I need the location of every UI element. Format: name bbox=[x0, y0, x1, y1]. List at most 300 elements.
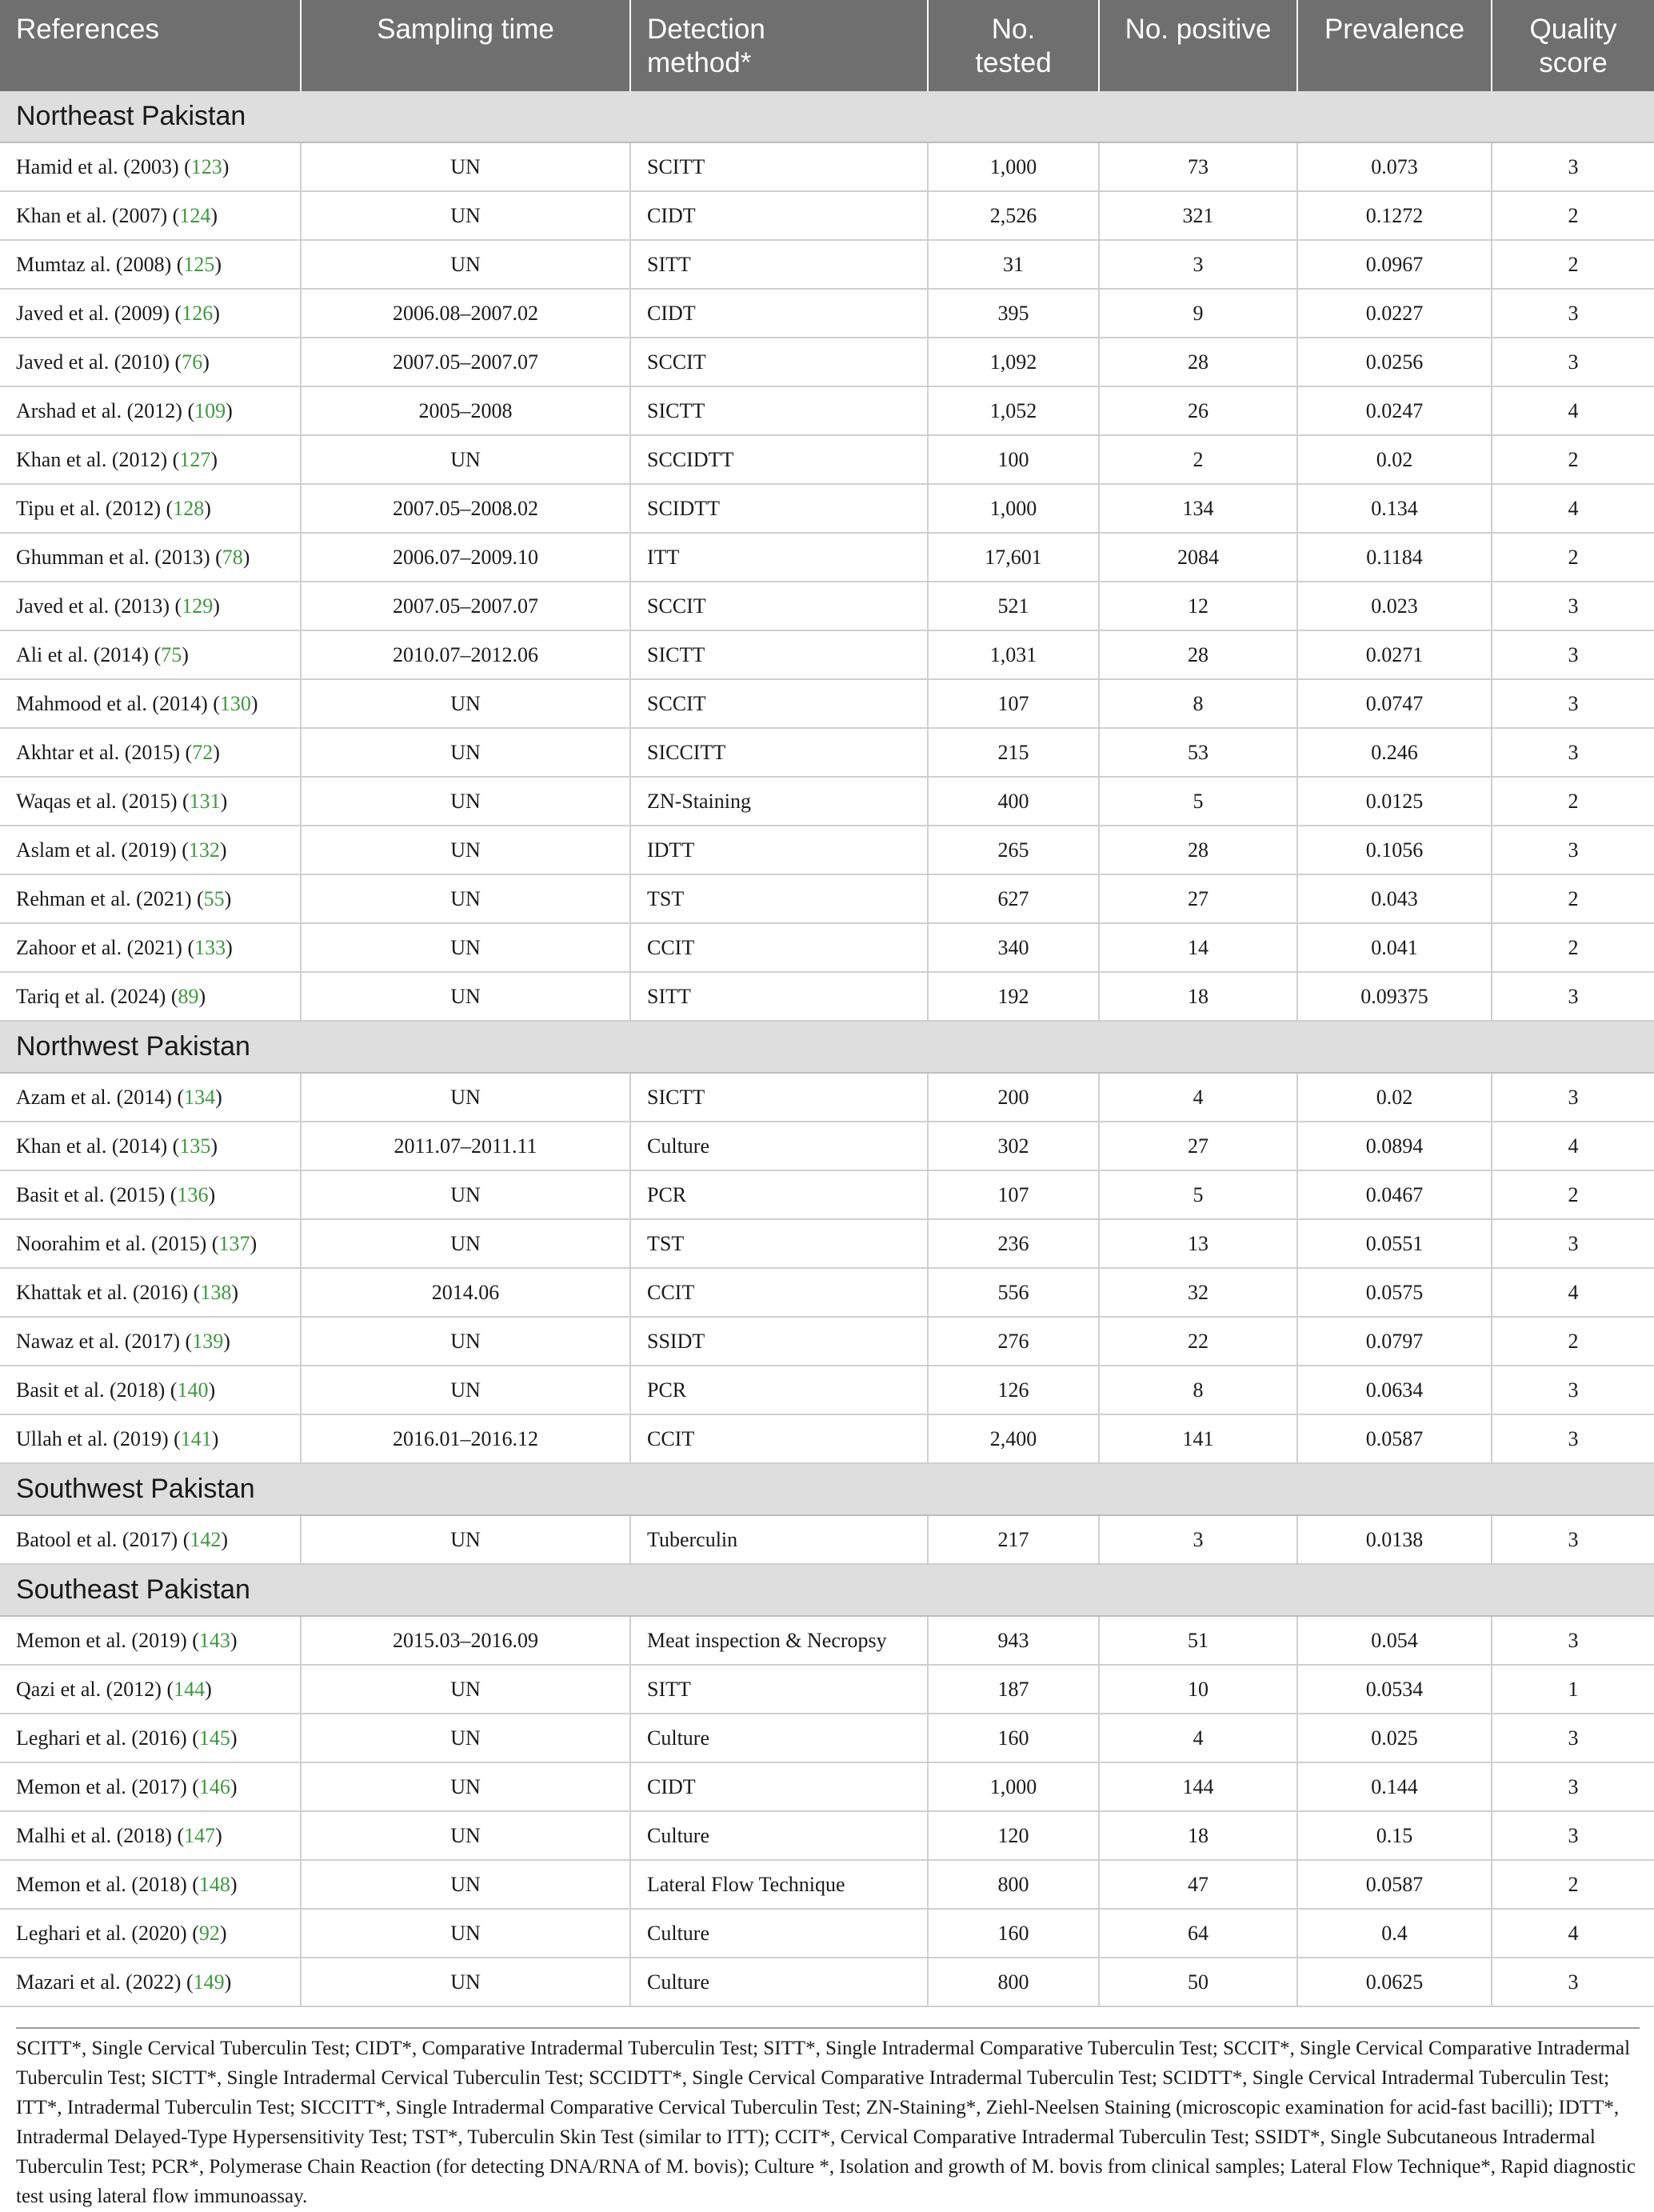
reference-text: Malhi et al. (2018) bbox=[16, 1823, 172, 1847]
section-title: Southeast Pakistan bbox=[0, 1564, 1654, 1616]
cell-reference: Basit et al. (2015) (136) bbox=[0, 1170, 301, 1219]
reference-text: Arshad et al. (2012) bbox=[16, 398, 182, 422]
cell-no-tested: 217 bbox=[928, 1515, 1099, 1564]
table-row bbox=[0, 1317, 1654, 1366]
cell-prevalence: 0.1056 bbox=[1297, 826, 1492, 874]
cell-reference: Khan et al. (2012) (127) bbox=[0, 435, 301, 484]
cell-quality-score: 3 bbox=[1492, 972, 1654, 1021]
cell-quality-score: 2 bbox=[1492, 923, 1654, 972]
reference-text: Javed et al. (2009) bbox=[16, 301, 170, 325]
cell-no-tested: 100 bbox=[928, 435, 1099, 484]
cell-no-positive: 32 bbox=[1099, 1268, 1297, 1317]
citation-link[interactable]: 130 bbox=[219, 691, 251, 715]
cell-quality-score: 3 bbox=[1492, 338, 1654, 386]
cell-reference: Khan et al. (2014) (135) bbox=[0, 1122, 301, 1170]
cell-sampling-time: UN bbox=[301, 1515, 630, 1564]
cell-sampling-time: 2011.07–2011.11 bbox=[301, 1122, 630, 1170]
cell-no-positive: 27 bbox=[1099, 874, 1297, 923]
cell-quality-score: 4 bbox=[1492, 1122, 1654, 1170]
cell-detection-method: TST bbox=[630, 1219, 928, 1268]
reference-text: Zahoor et al. (2021) bbox=[16, 935, 182, 959]
cell-reference: Javed et al. (2009) (126) bbox=[0, 289, 301, 338]
reference-text: Nawaz et al. (2017) bbox=[16, 1329, 181, 1353]
cell-no-tested: 1,031 bbox=[928, 630, 1099, 679]
cell-sampling-time: UN bbox=[301, 1219, 630, 1268]
cell-no-tested: 943 bbox=[928, 1616, 1099, 1665]
table-row bbox=[0, 484, 1654, 533]
cell-no-tested: 215 bbox=[928, 728, 1099, 777]
reference-text: Ghumman et al. (2013) bbox=[16, 545, 210, 569]
cell-no-positive: 14 bbox=[1099, 923, 1297, 972]
cell-quality-score: 3 bbox=[1492, 1616, 1654, 1665]
reference-text: Waqas et al. (2015) bbox=[16, 789, 178, 813]
cell-no-positive: 9 bbox=[1099, 289, 1297, 338]
cell-detection-method: CCIT bbox=[630, 1414, 928, 1463]
cell-quality-score: 3 bbox=[1492, 1958, 1654, 2006]
cell-prevalence: 0.0575 bbox=[1297, 1268, 1492, 1317]
cell-reference: Zahoor et al. (2021) (133) bbox=[0, 923, 301, 972]
section-title: Southwest Pakistan bbox=[0, 1463, 1654, 1515]
reference-text: Batool et al. (2017) bbox=[16, 1527, 178, 1551]
citation-link[interactable]: 135 bbox=[179, 1134, 211, 1158]
reference-text: Basit et al. (2015) bbox=[16, 1182, 166, 1206]
table-row bbox=[0, 1616, 1654, 1665]
table-row bbox=[0, 679, 1654, 728]
cell-sampling-time: UN bbox=[301, 679, 630, 728]
table-row bbox=[0, 1268, 1654, 1317]
citation-link[interactable]: 136 bbox=[177, 1182, 209, 1206]
cell-detection-method: ZN-Staining bbox=[630, 777, 928, 826]
table-row bbox=[0, 338, 1654, 386]
table-row bbox=[0, 1860, 1654, 1909]
cell-quality-score: 3 bbox=[1492, 1811, 1654, 1860]
cell-no-tested: 192 bbox=[928, 972, 1099, 1021]
table-footnote: SCITT*, Single Cervical Tuberculin Test; CIDT*, Comparative Intradermal Tuberculin Test; SITT*, Single Intradermal Comparative Tuberculin Test; SCCIT*, Single Cervical Comparative Intradermal Tuberculin Test; SICTT*, Single Intradermal Cervical Tuberculin Test; SCCIDTT*, Single Cervical Comparative Intradermal Tuberculin Test; SCIDTT*, Single Cervical Intradermal Tuberculin Test; ITT*, Intradermal Tuberculin Test; SICCITT*, Single Intradermal Comparative Cervical Tuberculin Test; ZN-Staining*, Ziehl-Neelsen Staining (microscopic examination for acid-fast bacilli); IDTT*, Intradermal Delayed-Type Hypersensitivity Test; TST*, Tuberculin Skin Test (similar to ITT); CCIT*, Cervical Comparative Intradermal Tuberculin Test; SSIDT*, Single Subcutaneous Intradermal Tuberculin Test; PCR*, Polymerase Chain Reaction (for detecting DNA/RNA of M. bovis); Culture *, Isolation and growth of M. bovis from clinical samples; Lateral Flow Technique*, Rapid diagnostic test using lateral flow immunoassay. bbox=[16, 2027, 1640, 2211]
cell-quality-score: 3 bbox=[1492, 142, 1654, 191]
table-row bbox=[0, 923, 1654, 972]
cell-reference: Waqas et al. (2015) (131) bbox=[0, 777, 301, 826]
cell-prevalence: 0.1184 bbox=[1297, 533, 1492, 582]
cell-detection-method: SICTT bbox=[630, 386, 928, 435]
cell-no-tested: 200 bbox=[928, 1073, 1099, 1122]
citation-link[interactable]: 148 bbox=[198, 1872, 230, 1896]
cell-no-tested: 521 bbox=[928, 582, 1099, 630]
citation-link[interactable]: 131 bbox=[189, 789, 221, 813]
cell-prevalence: 0.0634 bbox=[1297, 1366, 1492, 1414]
cell-prevalence: 0.054 bbox=[1297, 1616, 1492, 1665]
section-row bbox=[0, 1463, 1654, 1515]
cell-no-positive: 64 bbox=[1099, 1909, 1297, 1958]
citation-link[interactable]: 141 bbox=[180, 1426, 212, 1450]
cell-quality-score: 1 bbox=[1492, 1665, 1654, 1714]
cell-detection-method: SCCIT bbox=[630, 679, 928, 728]
cell-reference: Malhi et al. (2018) (147) bbox=[0, 1811, 301, 1860]
cell-reference: Memon et al. (2019) (143) bbox=[0, 1616, 301, 1665]
section-row bbox=[0, 1021, 1654, 1073]
cell-detection-method: CIDT bbox=[630, 1762, 928, 1811]
cell-quality-score: 3 bbox=[1492, 1762, 1654, 1811]
cell-detection-method: Culture bbox=[630, 1909, 928, 1958]
cell-reference: Memon et al. (2017) (146) bbox=[0, 1762, 301, 1811]
cell-no-tested: 395 bbox=[928, 289, 1099, 338]
citation-link[interactable]: 129 bbox=[182, 594, 214, 618]
cell-no-positive: 5 bbox=[1099, 777, 1297, 826]
cell-quality-score: 2 bbox=[1492, 435, 1654, 484]
cell-sampling-time: UN bbox=[301, 191, 630, 240]
cell-prevalence: 0.02 bbox=[1297, 1073, 1492, 1122]
reference-text: Basit et al. (2018) bbox=[16, 1378, 166, 1402]
cell-reference: Khan et al. (2007) (124) bbox=[0, 191, 301, 240]
cell-reference: Ghumman et al. (2013) (78) bbox=[0, 533, 301, 582]
cell-reference: Mahmood et al. (2014) (130) bbox=[0, 679, 301, 728]
cell-reference: Basit et al. (2018) (140) bbox=[0, 1366, 301, 1414]
reference-text: Ullah et al. (2019) bbox=[16, 1426, 169, 1450]
reference-text: Hamid et al. (2003) bbox=[16, 154, 179, 178]
cell-sampling-time: UN bbox=[301, 1762, 630, 1811]
cell-no-positive: 28 bbox=[1099, 630, 1297, 679]
cell-no-positive: 28 bbox=[1099, 338, 1297, 386]
cell-reference: Azam et al. (2014) (134) bbox=[0, 1073, 301, 1122]
cell-no-positive: 3 bbox=[1099, 1515, 1297, 1564]
citation-link[interactable]: 78 bbox=[222, 545, 243, 569]
citation-link[interactable]: 132 bbox=[188, 838, 220, 862]
table-row bbox=[0, 386, 1654, 435]
cell-quality-score: 3 bbox=[1492, 679, 1654, 728]
table-row bbox=[0, 630, 1654, 679]
reference-text: Khan et al. (2007) bbox=[16, 203, 168, 227]
cell-quality-score: 3 bbox=[1492, 1414, 1654, 1463]
reference-text: Noorahim et al. (2015) bbox=[16, 1231, 207, 1255]
cell-detection-method: Meat inspection & Necropsy bbox=[630, 1616, 928, 1665]
cell-reference: Memon et al. (2018) (148) bbox=[0, 1860, 301, 1909]
reference-text: Memon et al. (2017) bbox=[16, 1774, 187, 1798]
cell-prevalence: 0.09375 bbox=[1297, 972, 1492, 1021]
cell-quality-score: 4 bbox=[1492, 386, 1654, 435]
cell-sampling-time: UN bbox=[301, 240, 630, 289]
cell-sampling-time: 2006.08–2007.02 bbox=[301, 289, 630, 338]
cell-prevalence: 0.041 bbox=[1297, 923, 1492, 972]
citation-link[interactable]: 127 bbox=[179, 447, 211, 471]
reference-text: Mumtaz al. (2008) bbox=[16, 252, 172, 276]
cell-detection-method: Culture bbox=[630, 1811, 928, 1860]
cell-no-tested: 1,052 bbox=[928, 386, 1099, 435]
cell-no-tested: 1,000 bbox=[928, 142, 1099, 191]
cell-prevalence: 0.02 bbox=[1297, 435, 1492, 484]
cell-no-positive: 22 bbox=[1099, 1317, 1297, 1366]
cell-detection-method: SITT bbox=[630, 972, 928, 1021]
cell-quality-score: 3 bbox=[1492, 1366, 1654, 1414]
cell-prevalence: 0.0797 bbox=[1297, 1317, 1492, 1366]
cell-no-tested: 340 bbox=[928, 923, 1099, 972]
table-row bbox=[0, 1714, 1654, 1762]
cell-no-tested: 400 bbox=[928, 777, 1099, 826]
cell-quality-score: 3 bbox=[1492, 1219, 1654, 1268]
citation-link[interactable]: 126 bbox=[182, 301, 214, 325]
cell-no-positive: 18 bbox=[1099, 1811, 1297, 1860]
table-row bbox=[0, 728, 1654, 777]
cell-no-tested: 107 bbox=[928, 1170, 1099, 1219]
table-row bbox=[0, 289, 1654, 338]
cell-detection-method: CCIT bbox=[630, 1268, 928, 1317]
cell-reference: Javed et al. (2013) (129) bbox=[0, 582, 301, 630]
cell-no-tested: 627 bbox=[928, 874, 1099, 923]
cell-quality-score: 2 bbox=[1492, 191, 1654, 240]
cell-prevalence: 0.0467 bbox=[1297, 1170, 1492, 1219]
cell-detection-method: SITT bbox=[630, 240, 928, 289]
citation-link[interactable]: 144 bbox=[174, 1677, 206, 1701]
cell-no-tested: 187 bbox=[928, 1665, 1099, 1714]
cell-reference: Qazi et al. (2012) (144) bbox=[0, 1665, 301, 1714]
cell-sampling-time: 2007.05–2007.07 bbox=[301, 582, 630, 630]
cell-prevalence: 0.023 bbox=[1297, 582, 1492, 630]
citation-link[interactable]: 134 bbox=[184, 1085, 216, 1109]
reference-text: Akhtar et al. (2015) bbox=[16, 740, 181, 764]
cell-reference: Leghari et al. (2016) (145) bbox=[0, 1714, 301, 1762]
cell-quality-score: 4 bbox=[1492, 484, 1654, 533]
reference-text: Memon et al. (2019) bbox=[16, 1628, 187, 1652]
cell-no-positive: 51 bbox=[1099, 1616, 1297, 1665]
reference-text: Tipu et al. (2012) bbox=[16, 496, 162, 520]
cell-no-tested: 236 bbox=[928, 1219, 1099, 1268]
citation-link[interactable]: 145 bbox=[198, 1726, 230, 1750]
cell-prevalence: 0.134 bbox=[1297, 484, 1492, 533]
citation-link[interactable]: 125 bbox=[183, 252, 215, 276]
cell-no-positive: 141 bbox=[1099, 1414, 1297, 1463]
cell-no-positive: 2 bbox=[1099, 435, 1297, 484]
cell-quality-score: 2 bbox=[1492, 240, 1654, 289]
cell-no-positive: 47 bbox=[1099, 1860, 1297, 1909]
cell-reference: Akhtar et al. (2015) (72) bbox=[0, 728, 301, 777]
citation-link[interactable]: 124 bbox=[179, 203, 211, 227]
cell-sampling-time: 2014.06 bbox=[301, 1268, 630, 1317]
reference-text: Javed et al. (2013) bbox=[16, 594, 170, 618]
cell-detection-method: PCR bbox=[630, 1366, 928, 1414]
cell-sampling-time: UN bbox=[301, 826, 630, 874]
header-sampling-time: Sampling time bbox=[301, 0, 630, 91]
cell-no-tested: 31 bbox=[928, 240, 1099, 289]
section-title: Northwest Pakistan bbox=[0, 1021, 1654, 1073]
cell-quality-score: 3 bbox=[1492, 582, 1654, 630]
reference-text: Azam et al. (2014) bbox=[16, 1085, 172, 1109]
cell-prevalence: 0.0894 bbox=[1297, 1122, 1492, 1170]
cell-no-positive: 53 bbox=[1099, 728, 1297, 777]
citation-link[interactable]: 146 bbox=[198, 1774, 230, 1798]
table-row bbox=[0, 1515, 1654, 1564]
table-row bbox=[0, 1170, 1654, 1219]
cell-reference: Javed et al. (2010) (76) bbox=[0, 338, 301, 386]
cell-reference: Batool et al. (2017) (142) bbox=[0, 1515, 301, 1564]
cell-no-positive: 18 bbox=[1099, 972, 1297, 1021]
cell-sampling-time: UN bbox=[301, 1665, 630, 1714]
cell-reference: Rehman et al. (2021) (55) bbox=[0, 874, 301, 923]
cell-sampling-time: UN bbox=[301, 728, 630, 777]
cell-no-positive: 3 bbox=[1099, 240, 1297, 289]
table-row bbox=[0, 240, 1654, 289]
cell-sampling-time: UN bbox=[301, 972, 630, 1021]
citation-link[interactable]: 76 bbox=[182, 350, 203, 374]
citation-link[interactable]: 149 bbox=[193, 1970, 225, 1994]
cell-sampling-time: UN bbox=[301, 923, 630, 972]
cell-reference: Mumtaz al. (2008) (125) bbox=[0, 240, 301, 289]
cell-quality-score: 2 bbox=[1492, 777, 1654, 826]
citation-link[interactable]: 138 bbox=[200, 1280, 232, 1304]
cell-prevalence: 0.0138 bbox=[1297, 1515, 1492, 1564]
citation-link[interactable]: 72 bbox=[192, 740, 214, 764]
cell-reference: Leghari et al. (2020) (92) bbox=[0, 1909, 301, 1958]
cell-prevalence: 0.0534 bbox=[1297, 1665, 1492, 1714]
citation-link[interactable]: 143 bbox=[198, 1628, 230, 1652]
section-row bbox=[0, 1564, 1654, 1616]
table-row bbox=[0, 1665, 1654, 1714]
cell-reference: Tariq et al. (2024) (89) bbox=[0, 972, 301, 1021]
cell-prevalence: 0.0747 bbox=[1297, 679, 1492, 728]
cell-sampling-time: UN bbox=[301, 435, 630, 484]
cell-reference: Ali et al. (2014) (75) bbox=[0, 630, 301, 679]
citation-link[interactable]: 75 bbox=[161, 642, 182, 666]
table-row bbox=[0, 972, 1654, 1021]
citation-link[interactable]: 142 bbox=[190, 1527, 222, 1551]
cell-no-positive: 26 bbox=[1099, 386, 1297, 435]
cell-no-tested: 126 bbox=[928, 1366, 1099, 1414]
cell-sampling-time: UN bbox=[301, 1909, 630, 1958]
reference-text: Tariq et al. (2024) bbox=[16, 984, 166, 1008]
cell-sampling-time: UN bbox=[301, 1958, 630, 2006]
cell-detection-method: SICCITT bbox=[630, 728, 928, 777]
cell-detection-method: Tuberculin bbox=[630, 1515, 928, 1564]
cell-quality-score: 3 bbox=[1492, 289, 1654, 338]
citation-link[interactable]: 128 bbox=[173, 496, 205, 520]
cell-no-tested: 1,000 bbox=[928, 1762, 1099, 1811]
cell-sampling-time: 2015.03–2016.09 bbox=[301, 1616, 630, 1665]
cell-detection-method: Lateral Flow Technique bbox=[630, 1860, 928, 1909]
cell-detection-method: Culture bbox=[630, 1714, 928, 1762]
cell-reference: Mazari et al. (2022) (149) bbox=[0, 1958, 301, 2006]
cell-no-positive: 10 bbox=[1099, 1665, 1297, 1714]
cell-sampling-time: UN bbox=[301, 142, 630, 191]
reference-text: Qazi et al. (2012) bbox=[16, 1677, 162, 1701]
cell-quality-score: 3 bbox=[1492, 630, 1654, 679]
cell-reference: Tipu et al. (2012) (128) bbox=[0, 484, 301, 533]
header-row bbox=[0, 0, 1654, 91]
cell-reference: Hamid et al. (2003) (123) bbox=[0, 142, 301, 191]
cell-no-positive: 134 bbox=[1099, 484, 1297, 533]
cell-detection-method: PCR bbox=[630, 1170, 928, 1219]
table-row bbox=[0, 1366, 1654, 1414]
cell-prevalence: 0.0587 bbox=[1297, 1414, 1492, 1463]
cell-detection-method: TST bbox=[630, 874, 928, 923]
cell-sampling-time: UN bbox=[301, 1714, 630, 1762]
cell-sampling-time: UN bbox=[301, 1170, 630, 1219]
section-row bbox=[0, 91, 1654, 142]
cell-no-tested: 120 bbox=[928, 1811, 1099, 1860]
cell-detection-method: CIDT bbox=[630, 191, 928, 240]
cell-prevalence: 0.246 bbox=[1297, 728, 1492, 777]
cell-quality-score: 3 bbox=[1492, 1714, 1654, 1762]
cell-no-tested: 1,092 bbox=[928, 338, 1099, 386]
citation-link[interactable]: 147 bbox=[184, 1823, 216, 1847]
cell-prevalence: 0.0551 bbox=[1297, 1219, 1492, 1268]
cell-reference: Noorahim et al. (2015) (137) bbox=[0, 1219, 301, 1268]
citation-link[interactable]: 137 bbox=[218, 1231, 250, 1255]
header-references: References bbox=[0, 0, 301, 91]
cell-prevalence: 0.0247 bbox=[1297, 386, 1492, 435]
table-row bbox=[0, 1219, 1654, 1268]
citation-link[interactable]: 133 bbox=[194, 935, 226, 959]
citation-link[interactable]: 109 bbox=[194, 398, 226, 422]
cell-prevalence: 0.1272 bbox=[1297, 191, 1492, 240]
citation-link[interactable]: 140 bbox=[177, 1378, 209, 1402]
table-row bbox=[0, 533, 1654, 582]
cell-no-tested: 160 bbox=[928, 1714, 1099, 1762]
reference-text: Memon et al. (2018) bbox=[16, 1872, 187, 1896]
reference-text: Rehman et al. (2021) bbox=[16, 886, 192, 910]
citation-link[interactable]: 92 bbox=[198, 1921, 220, 1945]
header-quality-score: Quality score bbox=[1492, 0, 1654, 91]
cell-no-positive: 73 bbox=[1099, 142, 1297, 191]
table-row bbox=[0, 826, 1654, 874]
cell-quality-score: 2 bbox=[1492, 1170, 1654, 1219]
cell-quality-score: 3 bbox=[1492, 728, 1654, 777]
cell-prevalence: 0.15 bbox=[1297, 1811, 1492, 1860]
cell-no-positive: 144 bbox=[1099, 1762, 1297, 1811]
cell-reference: Arshad et al. (2012) (109) bbox=[0, 386, 301, 435]
table-row bbox=[0, 777, 1654, 826]
cell-prevalence: 0.073 bbox=[1297, 142, 1492, 191]
cell-quality-score: 2 bbox=[1492, 1860, 1654, 1909]
header-no-tested: No. tested bbox=[928, 0, 1099, 91]
cell-sampling-time: UN bbox=[301, 874, 630, 923]
cell-no-tested: 276 bbox=[928, 1317, 1099, 1366]
cell-prevalence: 0.0625 bbox=[1297, 1958, 1492, 2006]
cell-quality-score: 3 bbox=[1492, 826, 1654, 874]
reference-text: Leghari et al. (2016) bbox=[16, 1726, 187, 1750]
cell-no-tested: 265 bbox=[928, 826, 1099, 874]
cell-prevalence: 0.025 bbox=[1297, 1714, 1492, 1762]
cell-no-tested: 800 bbox=[928, 1860, 1099, 1909]
table-row bbox=[0, 1073, 1654, 1122]
cell-no-positive: 321 bbox=[1099, 191, 1297, 240]
cell-detection-method: Culture bbox=[630, 1122, 928, 1170]
table-row bbox=[0, 1958, 1654, 2006]
cell-no-positive: 28 bbox=[1099, 826, 1297, 874]
citation-link[interactable]: 55 bbox=[203, 886, 225, 910]
cell-prevalence: 0.0227 bbox=[1297, 289, 1492, 338]
cell-reference: Khattak et al. (2016) (138) bbox=[0, 1268, 301, 1317]
cell-prevalence: 0.0125 bbox=[1297, 777, 1492, 826]
header-detection-method: Detection method* bbox=[630, 0, 928, 91]
cell-detection-method: Culture bbox=[630, 1958, 928, 2006]
table-row bbox=[0, 1122, 1654, 1170]
reference-text: Mazari et al. (2022) bbox=[16, 1970, 182, 1994]
table-row bbox=[0, 191, 1654, 240]
cell-no-tested: 2,400 bbox=[928, 1414, 1099, 1463]
cell-reference: Nawaz et al. (2017) (139) bbox=[0, 1317, 301, 1366]
table-row bbox=[0, 874, 1654, 923]
cell-sampling-time: UN bbox=[301, 1317, 630, 1366]
table-row bbox=[0, 1909, 1654, 1958]
cell-no-tested: 160 bbox=[928, 1909, 1099, 1958]
cell-quality-score: 4 bbox=[1492, 1268, 1654, 1317]
cell-prevalence: 0.144 bbox=[1297, 1762, 1492, 1811]
cell-detection-method: CCIT bbox=[630, 923, 928, 972]
reference-text: Ali et al. (2014) bbox=[16, 642, 150, 666]
citation-link[interactable]: 139 bbox=[192, 1329, 224, 1353]
cell-sampling-time: 2007.05–2007.07 bbox=[301, 338, 630, 386]
citation-link[interactable]: 123 bbox=[190, 154, 222, 178]
reference-text: Aslam et al. (2019) bbox=[16, 838, 177, 862]
citation-link[interactable]: 89 bbox=[178, 984, 199, 1008]
cell-prevalence: 0.0967 bbox=[1297, 240, 1492, 289]
